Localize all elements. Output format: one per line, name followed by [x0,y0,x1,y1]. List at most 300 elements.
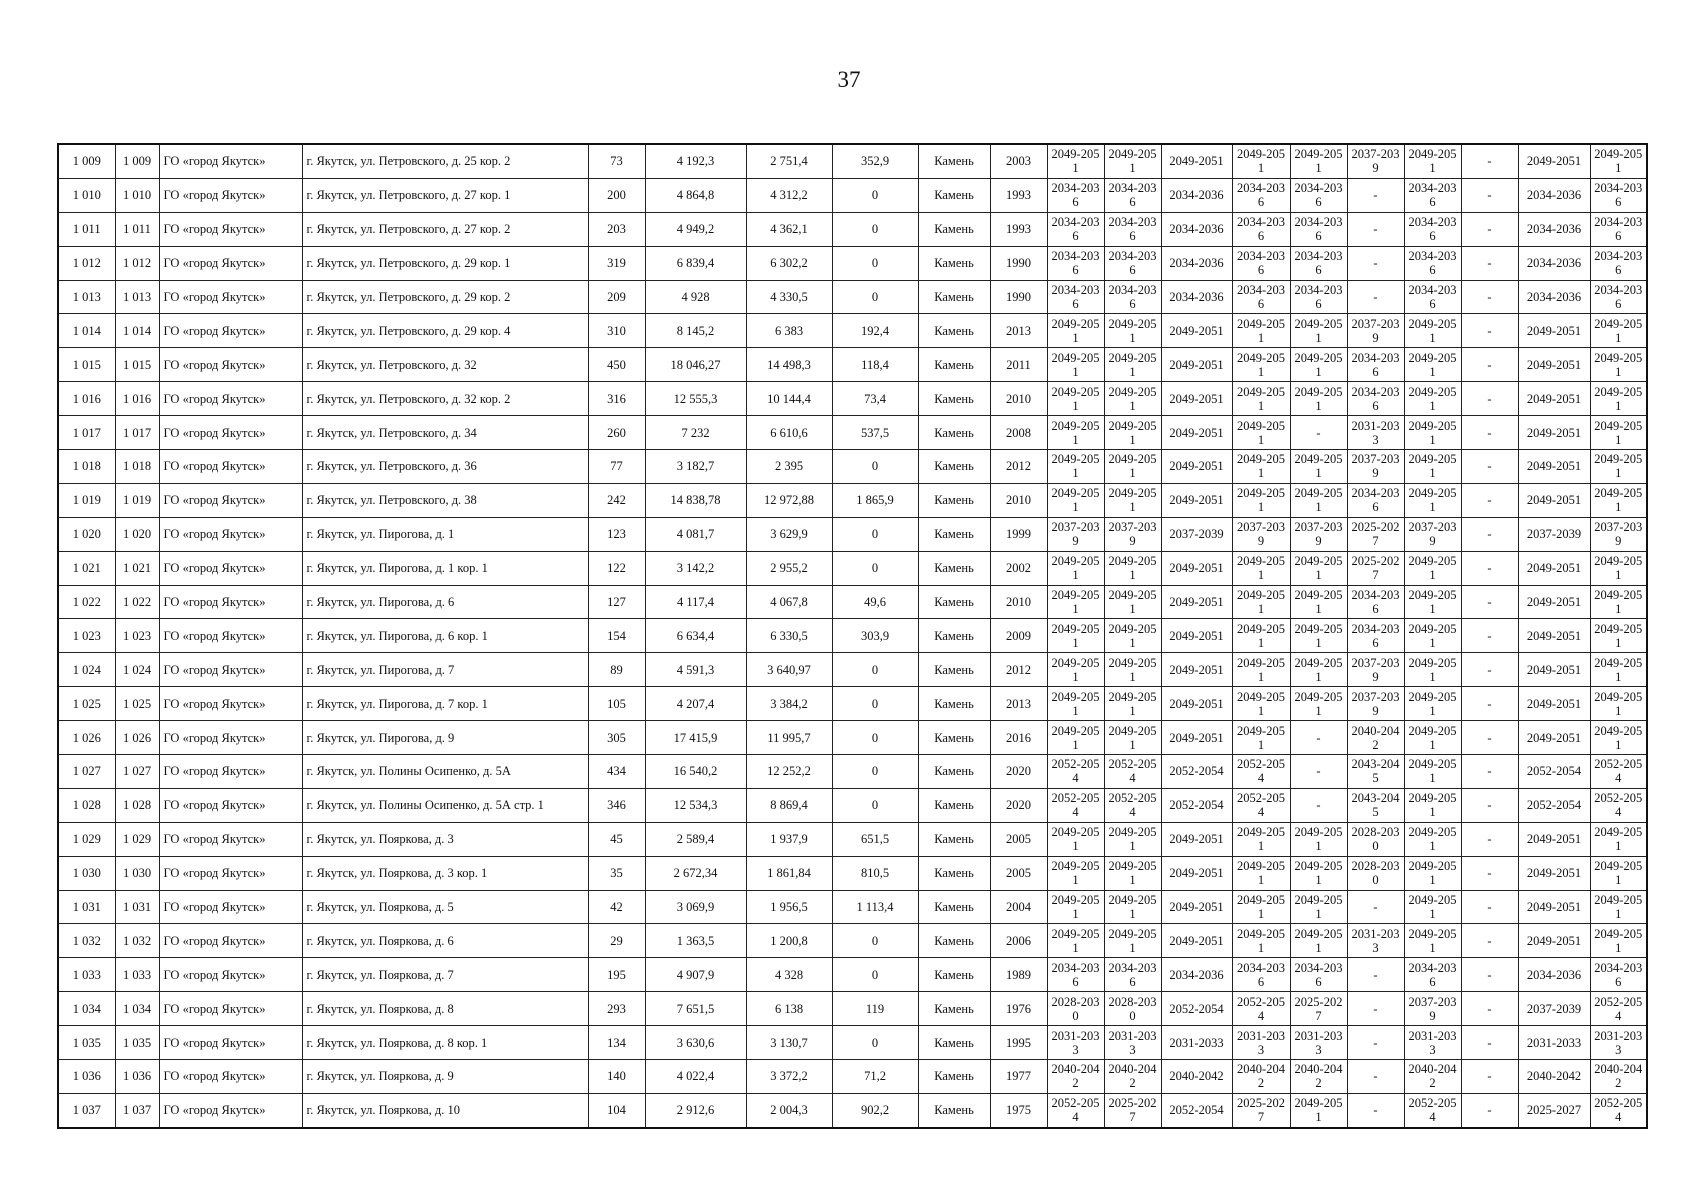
register-number-cell: 1 013 [115,280,159,314]
repair-period-cell-1: 2052-2054 [1047,1093,1104,1127]
repair-period-cell-4: 2049-2051 [1232,619,1290,653]
total-area-cell: 2 912,6 [645,1093,746,1127]
residents-cell: 35 [588,856,645,890]
repair-period-cell-9: 2052-2054 [1518,755,1590,789]
repair-period-cell-7: 2049-2051 [1404,687,1461,721]
repair-period-cell-5: - [1290,788,1347,822]
table-row [58,924,1647,958]
repair-period-cell-1: 2028-2030 [1047,992,1104,1026]
row-number-cell: 1 014 [58,314,115,348]
build-year-cell: 2016 [990,721,1047,755]
repair-period-cell-5: 2031-2033 [1290,1026,1347,1060]
repair-period-cell-9: 2034-2036 [1518,958,1590,992]
repair-period-cell-3: 2052-2054 [1161,788,1232,822]
row-number-cell: 1 037 [58,1093,115,1127]
repair-period-cell-9: 2037-2039 [1518,992,1590,1026]
wall-material-cell: Камень [918,450,990,484]
repair-period-cell-10: 2049-2051 [1590,721,1647,755]
register-number-cell: 1 012 [115,246,159,280]
repair-period-cell-2: 2052-2054 [1104,788,1161,822]
repair-period-cell-5: 2049-2051 [1290,450,1347,484]
repair-period-cell-10: 2049-2051 [1590,348,1647,382]
address-cell: г. Якутск, ул. Петровского, д. 29 кор. 2 [302,280,588,314]
total-area-cell: 17 415,9 [645,721,746,755]
repair-period-cell-9: 2049-2051 [1518,483,1590,517]
repair-period-cell-6: 2025-2027 [1347,551,1404,585]
repair-period-cell-8: - [1461,992,1518,1026]
row-number-cell: 1 034 [58,992,115,1026]
row-number-cell: 1 036 [58,1060,115,1094]
total-area-cell: 16 540,2 [645,755,746,789]
residential-area-cell: 12 972,88 [746,483,832,517]
build-year-cell: 2006 [990,924,1047,958]
repair-period-cell-6: - [1347,992,1404,1026]
repair-period-cell-6: - [1347,212,1404,246]
repair-period-cell-2: 2049-2051 [1104,450,1161,484]
repair-period-cell-8: - [1461,788,1518,822]
address-cell: г. Якутск, ул. Петровского, д. 25 кор. 2 [302,144,588,178]
row-number-cell: 1 011 [58,212,115,246]
repair-period-cell-9: 2049-2051 [1518,619,1590,653]
wall-material-cell: Камень [918,924,990,958]
residents-cell: 134 [588,1026,645,1060]
repair-period-cell-10: 2049-2051 [1590,450,1647,484]
repair-period-cell-6: 2037-2039 [1347,687,1404,721]
row-number-cell: 1 035 [58,1026,115,1060]
repair-period-cell-5: 2049-2051 [1290,483,1347,517]
total-area-cell: 3 630,6 [645,1026,746,1060]
residential-area-cell: 4 312,2 [746,178,832,212]
register-number-cell: 1 030 [115,856,159,890]
build-year-cell: 1993 [990,212,1047,246]
municipality-cell: ГО «город Якутск» [159,416,302,450]
repair-period-cell-10: 2049-2051 [1590,585,1647,619]
repair-period-cell-6: 2034-2036 [1347,483,1404,517]
residents-cell: 127 [588,585,645,619]
non-residential-area-cell: 0 [832,1026,918,1060]
repair-period-cell-5: 2049-2051 [1290,314,1347,348]
repair-period-cell-8: - [1461,721,1518,755]
table-row [58,551,1647,585]
repair-period-cell-10: 2049-2051 [1590,416,1647,450]
repair-period-cell-3: 2034-2036 [1161,212,1232,246]
non-residential-area-cell: 0 [832,653,918,687]
register-number-cell: 1 019 [115,483,159,517]
residents-cell: 77 [588,450,645,484]
row-number-cell: 1 019 [58,483,115,517]
register-number-cell: 1 037 [115,1093,159,1127]
residents-cell: 195 [588,958,645,992]
residential-area-cell: 10 144,4 [746,382,832,416]
register-number-cell: 1 036 [115,1060,159,1094]
repair-period-cell-9: 2025-2027 [1518,1093,1590,1127]
repair-period-cell-4: 2049-2051 [1232,653,1290,687]
wall-material-cell: Камень [918,1093,990,1127]
repair-period-cell-3: 2049-2051 [1161,416,1232,450]
repair-period-cell-6: 2025-2027 [1347,517,1404,551]
register-number-cell: 1 031 [115,890,159,924]
municipality-cell: ГО «город Якутск» [159,178,302,212]
register-number-cell: 1 011 [115,212,159,246]
build-year-cell: 2013 [990,314,1047,348]
repair-period-cell-1: 2049-2051 [1047,856,1104,890]
repair-period-cell-9: 2049-2051 [1518,822,1590,856]
repair-period-cell-5: 2049-2051 [1290,924,1347,958]
repair-period-cell-3: 2052-2054 [1161,1093,1232,1127]
repair-period-cell-9: 2040-2042 [1518,1060,1590,1094]
repair-period-cell-6: 2034-2036 [1347,348,1404,382]
repair-period-cell-8: - [1461,246,1518,280]
repair-period-cell-3: 2049-2051 [1161,450,1232,484]
wall-material-cell: Камень [918,517,990,551]
repair-period-cell-2: 2031-2033 [1104,1026,1161,1060]
residential-area-cell: 3 640,97 [746,653,832,687]
register-number-cell: 1 020 [115,517,159,551]
wall-material-cell: Камень [918,890,990,924]
total-area-cell: 14 838,78 [645,483,746,517]
repair-period-cell-4: 2049-2051 [1232,551,1290,585]
total-area-cell: 8 145,2 [645,314,746,348]
repair-period-cell-5: 2034-2036 [1290,212,1347,246]
repair-period-cell-2: 2049-2051 [1104,551,1161,585]
municipality-cell: ГО «город Якутск» [159,450,302,484]
repair-period-cell-2: 2049-2051 [1104,585,1161,619]
municipality-cell: ГО «город Якутск» [159,1026,302,1060]
repair-period-cell-4: 2049-2051 [1232,924,1290,958]
register-number-cell: 1 026 [115,721,159,755]
address-cell: г. Якутск, ул. Пирогова, д. 9 [302,721,588,755]
repair-period-cell-1: 2034-2036 [1047,212,1104,246]
address-cell: г. Якутск, ул. Пояркова, д. 7 [302,958,588,992]
row-number-cell: 1 028 [58,788,115,822]
table-row [58,788,1647,822]
repair-period-cell-1: 2049-2051 [1047,314,1104,348]
residents-cell: 200 [588,178,645,212]
build-year-cell: 1995 [990,1026,1047,1060]
repair-period-cell-5: 2049-2051 [1290,890,1347,924]
register-number-cell: 1 027 [115,755,159,789]
register-number-cell: 1 033 [115,958,159,992]
repair-period-cell-7: 2049-2051 [1404,382,1461,416]
repair-period-cell-5: 2049-2051 [1290,144,1347,178]
build-year-cell: 1990 [990,246,1047,280]
repair-period-cell-3: 2031-2033 [1161,1026,1232,1060]
build-year-cell: 2010 [990,585,1047,619]
table-row [58,856,1647,890]
row-number-cell: 1 030 [58,856,115,890]
repair-period-cell-7: 2049-2051 [1404,924,1461,958]
build-year-cell: 2020 [990,788,1047,822]
table-row [58,144,1647,178]
repair-period-cell-8: - [1461,958,1518,992]
repair-period-cell-10: 2049-2051 [1590,551,1647,585]
municipality-cell: ГО «город Якутск» [159,348,302,382]
non-residential-area-cell: 1 865,9 [832,483,918,517]
wall-material-cell: Камень [918,348,990,382]
total-area-cell: 2 672,34 [645,856,746,890]
repair-period-cell-6: 2031-2033 [1347,416,1404,450]
repair-period-cell-6: 2028-2030 [1347,822,1404,856]
repair-period-cell-1: 2049-2051 [1047,890,1104,924]
repair-period-cell-9: 2049-2051 [1518,856,1590,890]
repair-period-cell-3: 2049-2051 [1161,619,1232,653]
repair-period-cell-5: 2034-2036 [1290,246,1347,280]
repair-period-cell-9: 2049-2051 [1518,890,1590,924]
repair-period-cell-4: 2034-2036 [1232,212,1290,246]
repair-period-cell-5: 2049-2051 [1290,856,1347,890]
repair-period-cell-3: 2049-2051 [1161,721,1232,755]
repair-period-cell-7: 2049-2051 [1404,144,1461,178]
repair-period-cell-5: - [1290,416,1347,450]
municipality-cell: ГО «город Якутск» [159,212,302,246]
repair-period-cell-9: 2049-2051 [1518,382,1590,416]
non-residential-area-cell: 0 [832,958,918,992]
repair-period-cell-7: 2034-2036 [1404,958,1461,992]
row-number-cell: 1 009 [58,144,115,178]
build-year-cell: 2004 [990,890,1047,924]
wall-material-cell: Камень [918,483,990,517]
build-year-cell: 2003 [990,144,1047,178]
residential-area-cell: 14 498,3 [746,348,832,382]
repair-period-cell-2: 2049-2051 [1104,653,1161,687]
repair-period-cell-6: 2037-2039 [1347,314,1404,348]
repair-period-cell-10: 2031-2033 [1590,1026,1647,1060]
non-residential-area-cell: 73,4 [832,382,918,416]
repair-period-cell-1: 2049-2051 [1047,822,1104,856]
repair-period-cell-10: 2049-2051 [1590,653,1647,687]
repair-period-cell-9: 2034-2036 [1518,280,1590,314]
repair-period-cell-7: 2049-2051 [1404,822,1461,856]
residents-cell: 260 [588,416,645,450]
repair-period-cell-1: 2049-2051 [1047,687,1104,721]
total-area-cell: 3 069,9 [645,890,746,924]
row-number-cell: 1 033 [58,958,115,992]
wall-material-cell: Камень [918,958,990,992]
total-area-cell: 4 864,8 [645,178,746,212]
non-residential-area-cell: 118,4 [832,348,918,382]
non-residential-area-cell: 0 [832,178,918,212]
repair-period-cell-3: 2049-2051 [1161,687,1232,721]
residential-area-cell: 4 362,1 [746,212,832,246]
repair-period-cell-10: 2040-2042 [1590,1060,1647,1094]
repair-period-cell-9: 2049-2051 [1518,348,1590,382]
repair-period-cell-7: 2049-2051 [1404,788,1461,822]
repair-period-cell-3: 2052-2054 [1161,992,1232,1026]
non-residential-area-cell: 0 [832,721,918,755]
total-area-cell: 4 928 [645,280,746,314]
register-number-cell: 1 015 [115,348,159,382]
repair-period-cell-2: 2049-2051 [1104,416,1161,450]
municipality-cell: ГО «город Якутск» [159,856,302,890]
repair-period-cell-3: 2049-2051 [1161,144,1232,178]
address-cell: г. Якутск, ул. Пояркова, д. 9 [302,1060,588,1094]
residential-area-cell: 6 610,6 [746,416,832,450]
repair-period-cell-8: - [1461,619,1518,653]
register-number-cell: 1 010 [115,178,159,212]
row-number-cell: 1 010 [58,178,115,212]
table-row [58,992,1647,1026]
repair-period-cell-2: 2040-2042 [1104,1060,1161,1094]
repair-period-cell-6: - [1347,1060,1404,1094]
repair-period-cell-2: 2049-2051 [1104,314,1161,348]
row-number-cell: 1 018 [58,450,115,484]
repair-period-cell-9: 2031-2033 [1518,1026,1590,1060]
repair-period-cell-5: 2049-2051 [1290,1093,1347,1127]
repair-period-cell-2: 2034-2036 [1104,178,1161,212]
municipality-cell: ГО «город Якутск» [159,687,302,721]
residential-area-cell: 2 004,3 [746,1093,832,1127]
repair-period-cell-6: - [1347,246,1404,280]
municipality-cell: ГО «город Якутск» [159,958,302,992]
repair-period-cell-10: 2034-2036 [1590,958,1647,992]
repair-period-cell-7: 2031-2033 [1404,1026,1461,1060]
municipality-cell: ГО «город Якутск» [159,517,302,551]
address-cell: г. Якутск, ул. Пирогова, д. 6 [302,585,588,619]
repair-period-cell-9: 2049-2051 [1518,314,1590,348]
repair-period-cell-8: - [1461,1026,1518,1060]
repair-period-cell-4: 2049-2051 [1232,483,1290,517]
repair-period-cell-4: 2049-2051 [1232,144,1290,178]
repair-period-cell-3: 2049-2051 [1161,924,1232,958]
register-number-cell: 1 009 [115,144,159,178]
residential-area-cell: 11 995,7 [746,721,832,755]
repair-period-cell-1: 2049-2051 [1047,382,1104,416]
non-residential-area-cell: 0 [832,924,918,958]
wall-material-cell: Камень [918,653,990,687]
residential-area-cell: 4 330,5 [746,280,832,314]
municipality-cell: ГО «город Якутск» [159,314,302,348]
repair-period-cell-8: - [1461,653,1518,687]
repair-period-cell-9: 2049-2051 [1518,450,1590,484]
table-row [58,246,1647,280]
repair-period-cell-9: 2049-2051 [1518,416,1590,450]
build-year-cell: 1977 [990,1060,1047,1094]
repair-period-cell-5: 2037-2039 [1290,517,1347,551]
repair-period-cell-5: 2034-2036 [1290,280,1347,314]
residents-cell: 450 [588,348,645,382]
residents-cell: 346 [588,788,645,822]
repair-period-cell-8: - [1461,755,1518,789]
wall-material-cell: Камень [918,585,990,619]
wall-material-cell: Камень [918,822,990,856]
municipality-cell: ГО «город Якутск» [159,246,302,280]
address-cell: г. Якутск, ул. Пояркова, д. 6 [302,924,588,958]
build-year-cell: 2005 [990,822,1047,856]
residential-area-cell: 1 200,8 [746,924,832,958]
repair-period-cell-1: 2052-2054 [1047,755,1104,789]
build-year-cell: 1999 [990,517,1047,551]
register-number-cell: 1 021 [115,551,159,585]
repair-period-cell-8: - [1461,348,1518,382]
build-year-cell: 2010 [990,382,1047,416]
repair-period-cell-1: 2040-2042 [1047,1060,1104,1094]
table-row [58,755,1647,789]
address-cell: г. Якутск, ул. Полины Осипенко, д. 5А стр. 1 [302,788,588,822]
residents-cell: 293 [588,992,645,1026]
repair-period-cell-9: 2049-2051 [1518,721,1590,755]
repair-period-cell-2: 2049-2051 [1104,348,1161,382]
register-number-cell: 1 022 [115,585,159,619]
repair-period-cell-5: 2034-2036 [1290,958,1347,992]
non-residential-area-cell: 0 [832,246,918,280]
repair-period-cell-10: 2049-2051 [1590,619,1647,653]
repair-period-cell-1: 2049-2051 [1047,619,1104,653]
repair-period-cell-5: 2049-2051 [1290,382,1347,416]
non-residential-area-cell: 902,2 [832,1093,918,1127]
repair-period-cell-6: 2043-2045 [1347,788,1404,822]
repair-period-cell-4: 2049-2051 [1232,822,1290,856]
residents-cell: 73 [588,144,645,178]
row-number-cell: 1 031 [58,890,115,924]
repair-period-cell-6: 2034-2036 [1347,585,1404,619]
repair-period-cell-1: 2052-2054 [1047,788,1104,822]
repair-period-cell-1: 2049-2051 [1047,416,1104,450]
row-number-cell: 1 021 [58,551,115,585]
row-number-cell: 1 015 [58,348,115,382]
repair-period-cell-4: 2037-2039 [1232,517,1290,551]
build-year-cell: 2011 [990,348,1047,382]
repair-period-cell-2: 2034-2036 [1104,246,1161,280]
table-row [58,1026,1647,1060]
repair-period-cell-8: - [1461,483,1518,517]
repair-period-cell-1: 2034-2036 [1047,246,1104,280]
table-row [58,619,1647,653]
repair-period-cell-8: - [1461,382,1518,416]
residents-cell: 154 [588,619,645,653]
repair-period-cell-2: 2049-2051 [1104,890,1161,924]
total-area-cell: 6 634,4 [645,619,746,653]
address-cell: г. Якутск, ул. Пояркова, д. 5 [302,890,588,924]
repair-period-cell-3: 2034-2036 [1161,958,1232,992]
residential-area-cell: 2 751,4 [746,144,832,178]
repair-period-cell-6: - [1347,178,1404,212]
repair-period-cell-4: 2049-2051 [1232,856,1290,890]
register-number-cell: 1 029 [115,822,159,856]
repair-period-cell-8: - [1461,856,1518,890]
repair-period-cell-9: 2049-2051 [1518,653,1590,687]
repair-period-cell-7: 2049-2051 [1404,551,1461,585]
table-row [58,585,1647,619]
repair-period-cell-2: 2034-2036 [1104,280,1161,314]
build-year-cell: 2008 [990,416,1047,450]
row-number-cell: 1 020 [58,517,115,551]
municipality-cell: ГО «город Якутск» [159,1093,302,1127]
repair-period-cell-6: 2037-2039 [1347,144,1404,178]
residential-area-cell: 12 252,2 [746,755,832,789]
non-residential-area-cell: 0 [832,551,918,585]
wall-material-cell: Камень [918,755,990,789]
repair-period-cell-2: 2049-2051 [1104,721,1161,755]
repair-period-cell-6: - [1347,890,1404,924]
repair-period-cell-7: 2049-2051 [1404,348,1461,382]
address-cell: г. Якутск, ул. Пирогова, д. 1 кор. 1 [302,551,588,585]
repair-period-cell-2: 2034-2036 [1104,212,1161,246]
wall-material-cell: Камень [918,314,990,348]
total-area-cell: 4 117,4 [645,585,746,619]
repair-period-cell-4: 2052-2054 [1232,755,1290,789]
residential-area-cell: 6 383 [746,314,832,348]
register-number-cell: 1 018 [115,450,159,484]
non-residential-area-cell: 0 [832,212,918,246]
repair-period-cell-5: 2049-2051 [1290,585,1347,619]
non-residential-area-cell: 71,2 [832,1060,918,1094]
address-cell: г. Якутск, ул. Полины Осипенко, д. 5А [302,755,588,789]
repair-period-cell-1: 2031-2033 [1047,1026,1104,1060]
register-number-cell: 1 016 [115,382,159,416]
non-residential-area-cell: 0 [832,788,918,822]
repair-period-cell-6: - [1347,1026,1404,1060]
repair-period-cell-10: 2049-2051 [1590,856,1647,890]
